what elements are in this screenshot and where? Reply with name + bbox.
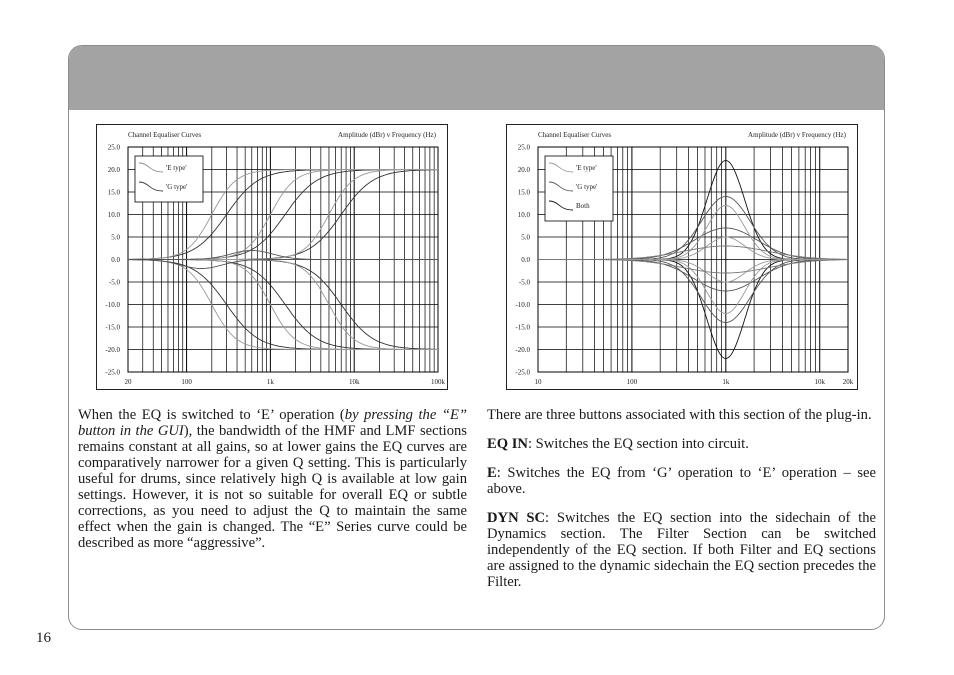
legend-box (135, 156, 203, 202)
x-tick-label: 10k (348, 378, 360, 386)
x-tick-label: 10k (814, 378, 825, 386)
y-tick-label: -20.0 (515, 346, 530, 354)
x-tick-label: 1k (266, 378, 274, 386)
x-tick-label: 10 (534, 378, 542, 386)
y-tick-label: -15.0 (515, 323, 530, 332)
y-tick-label: -5.0 (108, 278, 120, 287)
y-tick-label: -10.0 (515, 301, 530, 309)
legend-label: 'G type' (166, 183, 188, 191)
x-tick-label: 1k (722, 378, 730, 386)
y-tick-label: 5.0 (111, 233, 120, 242)
x-tick-label: 100 (181, 378, 192, 386)
chart-title: Channel Equaliser Curves (128, 131, 202, 139)
x-tick-label: 100 (626, 378, 638, 386)
x-tick-label: 20k (842, 378, 854, 386)
y-tick-label: -25.0 (515, 368, 530, 377)
y-tick-label: 20.0 (517, 166, 530, 174)
eq-in-paragraph: EQ IN: Switches the EQ section into circuit. (487, 436, 749, 452)
page-number: 16 (36, 630, 51, 646)
y-tick-label: -5.0 (518, 278, 530, 287)
right-column (487, 407, 876, 603)
y-tick-label: 15.0 (517, 188, 530, 197)
eq-chart-e-vs-g (96, 124, 448, 390)
y-tick-label: 20.0 (107, 166, 120, 174)
legend-label: 'G type' (576, 183, 598, 191)
legend-label: 'E type' (576, 164, 597, 172)
x-tick-label: 20 (124, 378, 132, 386)
chart-subtitle: Amplitude (dBr) v Frequency (Hz) (748, 131, 846, 139)
y-tick-label: -15.0 (105, 323, 120, 332)
y-tick-label: 15.0 (107, 188, 120, 197)
legend-label: Both (576, 202, 590, 210)
y-tick-label: 10.0 (107, 211, 120, 219)
y-tick-label: -20.0 (105, 346, 120, 354)
y-tick-label: -25.0 (105, 368, 120, 377)
eq-chart-bell (506, 124, 858, 390)
y-tick-label: 0.0 (111, 256, 120, 264)
dyn-sc-paragraph: DYN SC: Switches the EQ section into the sidechain of the Dynamics section. The Filter Section can be switched independently of the EQ section. If both Filter and EQ sections are assigned to the dynamic sidechain the EQ section precedes the Filter. (487, 510, 876, 590)
chart-title: Channel Equaliser Curves (538, 131, 612, 139)
y-tick-label: 25.0 (107, 143, 120, 152)
e-paragraph: E: Switches the EQ from ‘G’ operation to ‘E’ operation – see above. (487, 465, 876, 497)
x-tick-label: 100k (431, 378, 445, 386)
left-column (78, 407, 467, 564)
y-tick-label: 10.0 (517, 211, 530, 219)
intro-paragraph: There are three buttons associated with this section of the plug-in. (487, 407, 872, 423)
header-bar (69, 46, 884, 110)
y-tick-label: -10.0 (105, 301, 120, 309)
y-tick-label: 0.0 (521, 256, 530, 264)
y-tick-label: 25.0 (517, 143, 530, 152)
y-tick-label: 5.0 (521, 233, 530, 242)
chart-subtitle: Amplitude (dBr) v Frequency (Hz) (338, 131, 436, 139)
left-paragraph: When the EQ is switched to ‘E’ operation (by pressing the “E” button in the GUI), the bandwidth of the HMF and LMF sections remains constant at all gains, so at lower gains the EQ curves are comparatively narrower for a given Q setting. This is particularly useful for drums, since relatively high Q is available at low gain settings. However, it is not so suitable for overall EQ or subtle corrections, as you need to adjust the Q to maintain the same effect when the gain is changed. The “E” Series curve could be described as more “aggressive”. (78, 407, 467, 551)
legend-label: 'E type' (166, 164, 187, 172)
